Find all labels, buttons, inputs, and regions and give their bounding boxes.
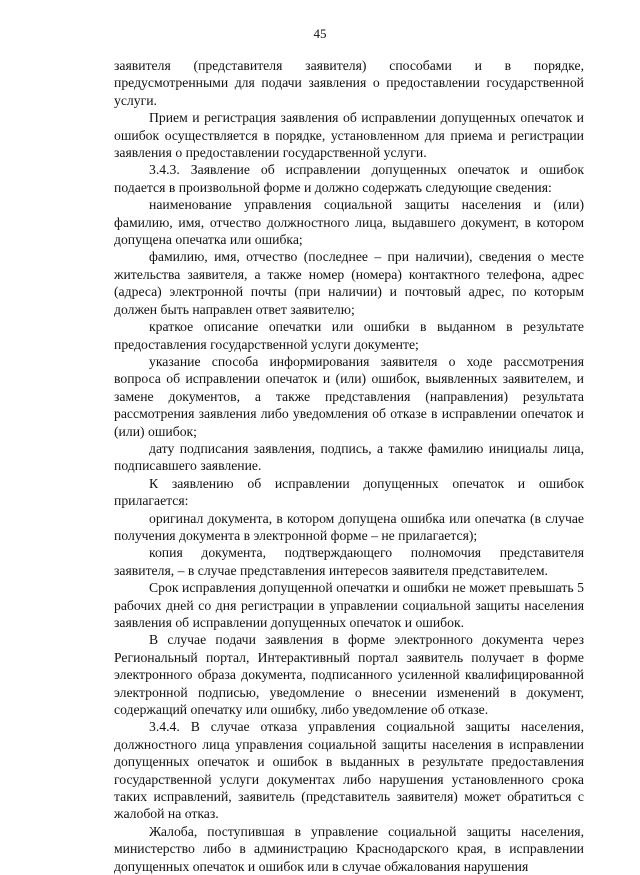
paragraph: 3.4.3. Заявление об исправлении допущенных опечаток и ошибок подается в произвольной форме и должно содержать следующие сведения: (114, 162, 584, 195)
paragraph: фамилию, имя, отчество (последнее – при наличии), сведения о месте жительства заявителя, а также номер (номера) контактного телефона, адрес (адреса) электронной почты (при наличии) и почтовый адрес, по которым должен быть направлен ответ заявителю; (114, 249, 584, 317)
paragraph: наименование управления социальной защиты населения и (или) фамилию, имя, отчество должностного лица, выдавшего документ, в котором допущена опечатка или ошибка; (114, 197, 584, 248)
paragraph: заявителя (представителя заявителя) способами и в порядке, предусмотренными для подачи заявления о предоставлении государственной услуги. (114, 58, 584, 108)
paragraph: К заявлению об исправлении допущенных опечаток и ошибок прилагается: (114, 475, 584, 509)
paragraph: 3.4.4. В случае отказа управления социальной защиты населения, должностного лица управления социальной защиты населения в исправлении допущенных опечаток и ошибок в выданных в результате предоставления государственной услуги документах либо нарушения установленного срока таких исправлений, заявитель (представитель заявителя) может обратиться с жалобой на отказ. (114, 719, 584, 822)
document-body (114, 57, 584, 875)
paragraph: Жалоба, поступившая в управление социальной защиты населения, министерство либо в администрацию Краснодарского края, в исправлении допущенных опечаток и ошибок или в случае обжалования нарушения (114, 823, 584, 874)
paragraph: дату подписания заявления, подпись, а также фамилию инициалы лица, подписавшего заявление. (114, 440, 584, 474)
paragraph: В случае подачи заявления в форме электронного документа через Региональный портал, Интерактивный портал заявитель получает в форме электронного образа документа, подписанного усиленной квалифицированной электронной подписью, уведомление о внесении изменений в документ, содержащий опечатку или ошибку, либо уведомление об отказе. (114, 632, 584, 718)
paragraph: краткое описание опечатки или ошибки в выданном в результате предоставления государственной услуги документе; (114, 319, 584, 352)
paragraph: указание способа информирования заявителя о ходе рассмотрения вопроса об исправлении опечаток и (или) ошибок, выявленных заявителем, и замене документов, а также представления (направления) результата рассмотрения заявления либо уведомления об отказе в исправлении опечаток и (или) ошибок; (114, 353, 584, 439)
paragraph: Прием и регистрация заявления об исправлении допущенных опечаток и ошибок осуществляется в порядке, установленном для приема и регистрации заявления о предоставлении государственной услуги. (114, 110, 584, 161)
paragraph: Срок исправления допущенной опечатки и ошибки не может превышать 5 рабочих дней со дня регистрации в управлении социальной защиты населения заявления об исправлении допущенных опечаток и ошибок. (114, 580, 584, 630)
page-number: 45 (313, 26, 327, 41)
paragraph: копия документа, подтверждающего полномочия представителя заявителя, – в случае представления интересов заявителя представителем. (114, 545, 584, 578)
paragraph: оригинал документа, в котором допущена ошибка или опечатка (в случае получения документа в электронной форме – не прилагается); (114, 510, 584, 543)
